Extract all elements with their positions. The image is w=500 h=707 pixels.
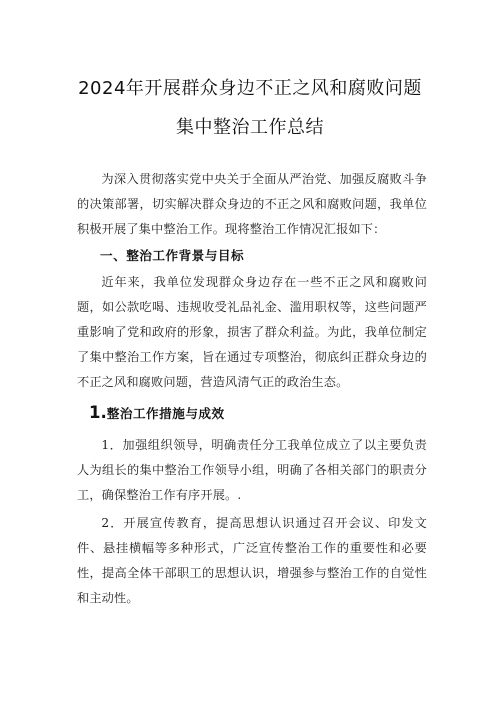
item1-text: 1．加强组织领导，明确责任分工我单位成立了以主要负责人为组长的集中整治工作领导小组，明确了各相关部门的职责分工，确保整治工作有序开展。.	[77, 438, 427, 502]
section2-heading-text: 整治工作措施与成效	[106, 406, 225, 421]
item1-paragraph	[77, 433, 427, 508]
section1-paragraph	[77, 270, 427, 395]
section2-heading	[89, 403, 225, 422]
item2-text: 2．开展宣传教育，提高思想认识通过召开会议、印发文件、悬挂横幅等多种形式，广泛宣传整治工作的重要性和必要性，提高全体干部职工的思想认识，增强参与整治工作的自觉性和主动性。	[77, 516, 427, 605]
document-title-line1: 2024年开展群众身边不正之风和腐败问题	[78, 78, 422, 99]
section1-text: 近年来，我单位发现群众身边存在一些不正之风和腐败问题，如公款吃喝、违规收受礼品礼金、滥用职权等，这些问题严重影响了党和政府的形象，损害了群众利益。为此，我单位制定了集中整治工作方案，旨在通过专项整治，彻底纠正群众身边的不正之风和腐败问题，营造风清气正的政治生态。	[77, 275, 427, 389]
section1-heading: 一、整治工作背景与目标	[100, 248, 245, 263]
intro-paragraph	[77, 167, 427, 242]
section2-number: 1.	[89, 403, 107, 422]
item2-paragraph	[77, 511, 427, 611]
intro-text: 为深入贯彻落实党中央关于全面从严治党、加强反腐败斗争的决策部署，切实解决群众身边的不正之风和腐败问题，我单位积极开展了集中整治工作。现将整治工作情况汇报如下：	[77, 172, 427, 236]
document-title-line2: 集中整治工作总结	[176, 117, 324, 138]
